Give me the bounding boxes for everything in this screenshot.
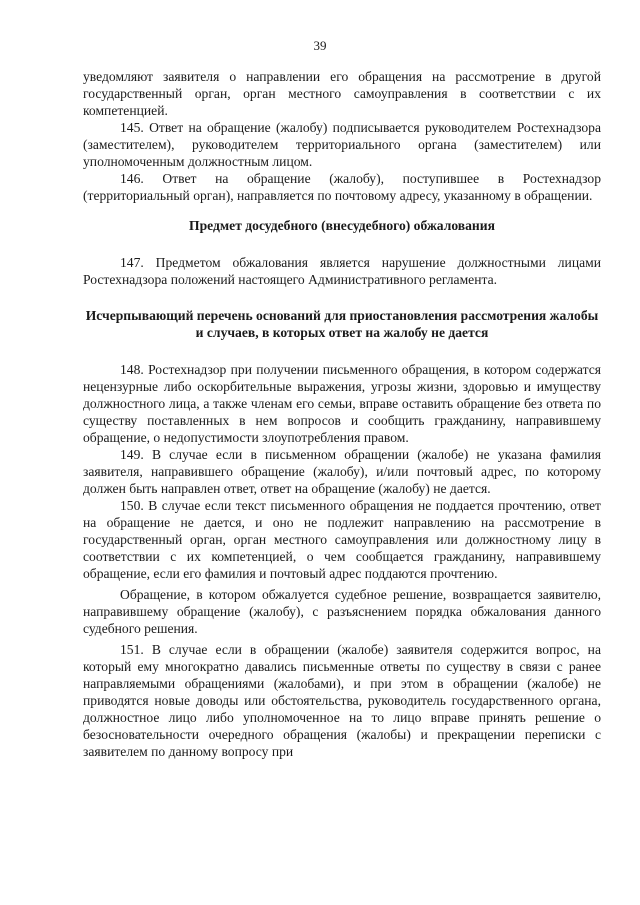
section-heading-grounds-list: Исчерпывающий перечень оснований для приостановления рассмотрения жалобы и случаев, в которых ответ на жалобу не дается [85, 308, 599, 340]
paragraph-149: 149. В случае если в письменном обращении (жалобе) не указана фамилия заявителя, направившего обращение (жалобу), и/или почтовый адрес, по которому должен быть направлен ответ, ответ на обращение (жалобу) не дается. [83, 447, 601, 496]
paragraph-146: 146. Ответ на обращение (жалобу), поступившее в Ростехнадзор (территориальный орган), направляется по почтовому адресу, указанному в обращении. [83, 171, 601, 203]
paragraph-court-decision: Обращение, в котором обжалуется судебное решение, возвращается заявителю, направившему обращение (жалобу), с разъяснением порядка обжалования данного судебного решения. [83, 587, 601, 636]
paragraph-continuation: уведомляют заявителя о направлении его обращения на рассмотрение в другой государственный орган, орган местного самоуправления в соответствии с их компетенцией. [83, 69, 601, 118]
paragraph-151: 151. В случае если в обращении (жалобе) заявителя содержится вопрос, на который ему многократно давались письменные ответы по существу в связи с ранее направляемыми обращениями (жалобами), и при этом в обращении (жалобе) не приводятся новые доводы или обстоятельства, руководитель государственного органа, должностное лицо либо уполномоченное на то лицо вправе принять решение о безосновательности очередного обращения (жалобы) и прекращении переписки с заявителем по данному вопросу при [83, 642, 601, 759]
page-number: 39 [313, 38, 327, 53]
paragraph-148: 148. Ростехнадзор при получении письменного обращения, в котором содержатся нецензурные либо оскорбительные выражения, угрозы жизни, здоровью и имуществу должностного лица, а также членам его семьи, вправе оставить обращение без ответа по существу поставленных в нем вопросов и сообщить гражданину, направившему обращение, о недопустимости злоупотребления правом. [83, 362, 601, 445]
paragraph-145: 145. Ответ на обращение (жалобу) подписывается руководителем Ростехнадзора (заместителем), руководителем территориального органа (заместителем) или уполномоченным должностным лицом. [83, 120, 601, 169]
document-body [83, 68, 601, 760]
section-heading-appeal-subject: Предмет досудебного (внесудебного) обжалования [189, 218, 495, 233]
paragraph-150: 150. В случае если текст письменного обращения не поддается прочтению, ответ на обращение не дается, и оно не подлежит направлению на рассмотрение в государственный орган, орган местного самоуправления или должностному лицу в соответствии с их компетенцией, о чем сообщается гражданину, направившему обращение, если его фамилия и почтовый адрес поддаются прочтению. [83, 498, 601, 581]
paragraph-147: 147. Предметом обжалования является нарушение должностными лицами Ростехнадзора положений настоящего Административного регламента. [83, 255, 601, 287]
